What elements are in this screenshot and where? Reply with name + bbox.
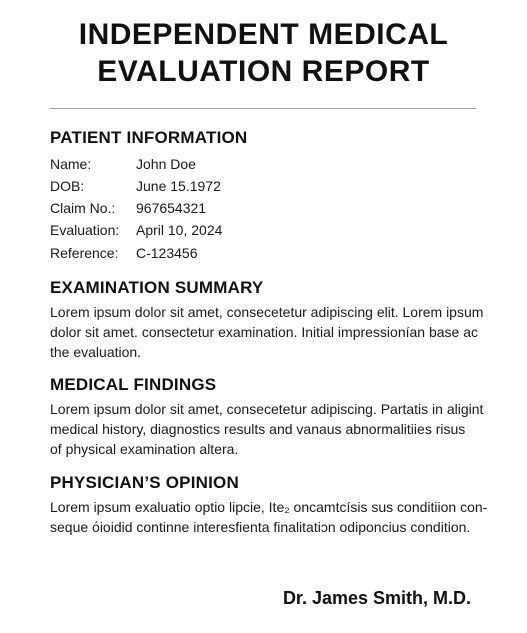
reference-value: C-123456	[136, 245, 198, 261]
report-title-line-2: EVALUATION REPORT	[97, 55, 430, 88]
physicians-opinion-line-1: Lorem ipsum exaluatio optio lipcie, Ite₂ oncamtcísis sus conditiion con-	[50, 499, 488, 515]
claim-number-label: Claim No.:	[50, 200, 116, 216]
physician-signature: Dr. James Smith, M.D.	[282, 588, 471, 608]
examination-summary-text	[50, 302, 484, 362]
medical-findings-heading: MEDICAL FINDINGS	[50, 375, 217, 394]
dob-value: June 15.1972	[136, 178, 221, 194]
report-title-line-1: INDEPENDENT MEDICAL	[78, 18, 449, 51]
patient-information-heading: PATIENT INFORMATION	[50, 128, 248, 147]
claim-number-value: 967654321	[136, 200, 207, 216]
title-divider	[50, 108, 476, 109]
physicians-opinion-heading: PHYSICIAN’S OPINION	[50, 473, 239, 492]
examination-summary-line-2: dolor sit amet. consectetur examination. Initial impressionían base ac	[50, 324, 478, 340]
examination-summary-heading: EXAMINATION SUMMARY	[50, 278, 264, 297]
physicians-opinion-line-2: seque όioidid continne interesfienta finalitatiɔn odiponcius condition.	[50, 519, 471, 535]
report-title	[0, 16, 527, 90]
examination-summary-line-1: Lorem ipsum dolor sit amet, consecetetur adipiscing elit. Lorem ipsum	[50, 304, 484, 320]
evaluation-value: April 10, 2024	[136, 222, 223, 238]
examination-summary-line-3: the evaluation.	[50, 344, 142, 360]
name-value: John Doe	[136, 156, 196, 172]
medical-findings-text	[50, 399, 484, 459]
reference-label: Reference:	[50, 245, 119, 261]
dob-label: DOB:	[50, 178, 85, 194]
name-label: Name:	[50, 156, 92, 172]
medical-findings-line-2: medical history, diagnostics results and vanaus abnormalitiies risus	[50, 421, 466, 437]
evaluation-label: Evaluation:	[50, 222, 120, 238]
medical-findings-line-1: Lorem ipsum dolor sit amet, consecetetur adipiscing. Partatis in aligint	[50, 401, 484, 417]
medical-findings-line-3: of physical examination altera.	[50, 441, 239, 457]
physicians-opinion-text	[50, 497, 488, 537]
